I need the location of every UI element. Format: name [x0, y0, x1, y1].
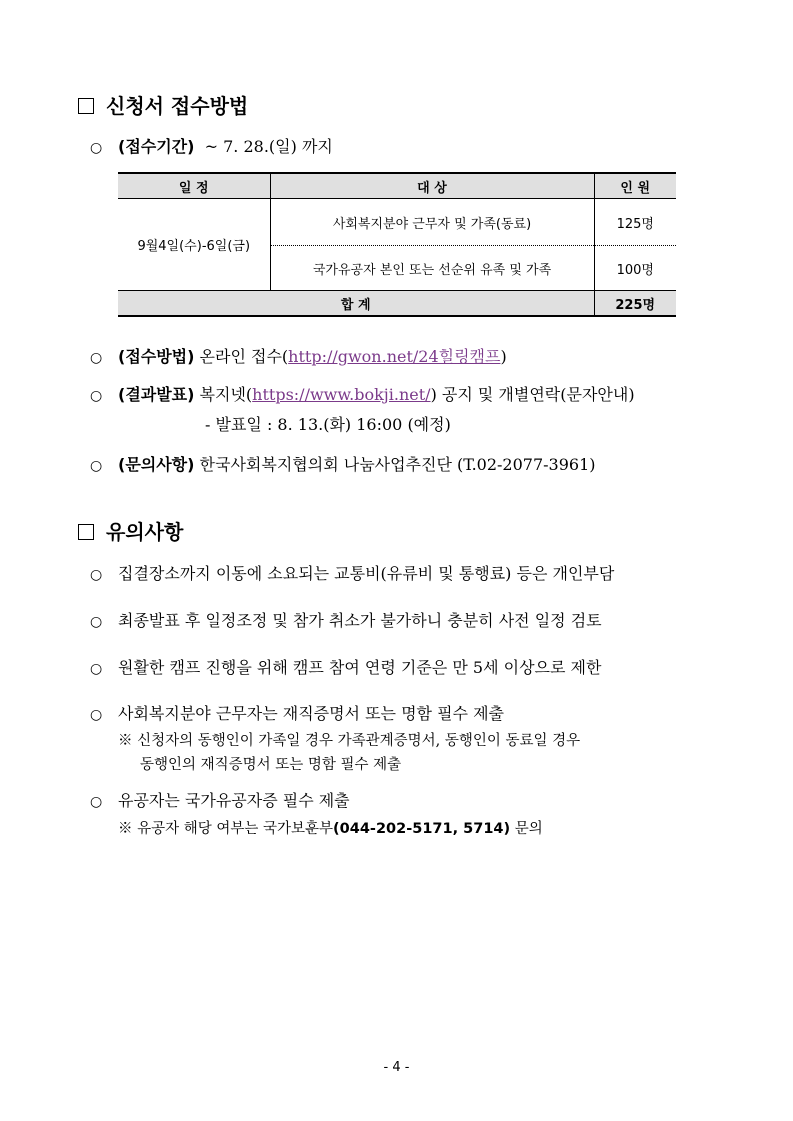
inquiry-line: ○ (문의사항) 한국사회복지협의회 나눔사업추진단 (T.02-2077-3961)	[90, 455, 596, 474]
header-count: 인 원	[594, 173, 676, 199]
notice-item: ○ 원활한 캠프 진행을 위해 캠프 참여 연령 기준은 만 5세 이상으로 제한	[90, 658, 602, 677]
table-row	[118, 199, 676, 246]
count-cell: 125명	[594, 199, 676, 246]
notice-item: ○ 유공자는 국가유공자증 필수 제출	[90, 791, 350, 810]
square-bullet-icon	[78, 98, 94, 114]
notice-item: ○ 최종발표 후 일정조정 및 참가 취소가 불가하니 충분히 사전 일정 검토	[90, 611, 602, 630]
result-line: ○ (결과발표) 복지넷(https://www.bokji.net/) 공지 및 개별연락(문자안내)	[90, 385, 635, 404]
note-line: 동행인의 재직증명서 또는 명함 필수 제출	[140, 757, 402, 773]
target-cell: 사회복지분야 근무자 및 가족(동료)	[270, 199, 594, 246]
schedule-table	[118, 172, 676, 317]
period-line: ○ (접수기간) ~ 7. 28.(일) 까지	[90, 137, 333, 156]
circle-bullet-icon: ○	[90, 614, 103, 630]
circle-bullet-icon: ○	[90, 458, 103, 474]
note-line: ※ 유공자 해당 여부는 국가보훈부(044-202-5171, 5714) 문의	[118, 821, 543, 837]
circle-bullet-icon: ○	[90, 567, 103, 583]
method-line: ○ (접수방법) 온라인 접수(http://gwon.net/24힐링캠프)	[90, 347, 507, 366]
notice-item: ○ 사회복지분야 근무자는 재직증명서 또는 명함 필수 제출	[90, 704, 505, 723]
total-row	[118, 291, 676, 317]
date-cell: 9월4일(수)-6일(금)	[118, 199, 270, 291]
target-cell: 국가유공자 본인 또는 선순위 유족 및 가족	[270, 246, 594, 291]
announcement-date: - 발표일 : 8. 13.(화) 16:00 (예정)	[205, 415, 451, 434]
square-bullet-icon	[78, 524, 94, 540]
note-line: ※ 신청자의 동행인이 가족일 경우 가족관계증명서, 동행인이 동료일 경우	[118, 733, 581, 749]
camp-link[interactable]: http://gwon.net/24힐링캠프	[288, 347, 501, 366]
circle-bullet-icon: ○	[90, 661, 103, 677]
notice-item: ○ 집결장소까지 이동에 소요되는 교통비(유류비 및 통행료) 등은 개인부담	[90, 564, 615, 583]
circle-bullet-icon: ○	[90, 388, 103, 404]
circle-bullet-icon: ○	[90, 350, 103, 366]
page-number: - 4 -	[383, 1060, 410, 1075]
bokji-link[interactable]: https://www.bokji.net/	[252, 385, 431, 404]
section-title-notice: 유의사항	[78, 516, 183, 545]
count-cell: 100명	[616, 262, 654, 278]
total-count: 225명	[594, 291, 676, 317]
circle-bullet-icon: ○	[90, 794, 103, 810]
circle-bullet-icon: ○	[90, 707, 103, 723]
header-schedule: 일 정	[118, 173, 270, 199]
section-title-application: 신청서 접수방법	[78, 90, 248, 119]
header-target: 대 상	[270, 173, 594, 199]
total-label: 합 계	[118, 291, 594, 317]
circle-bullet-icon: ○	[90, 140, 103, 156]
